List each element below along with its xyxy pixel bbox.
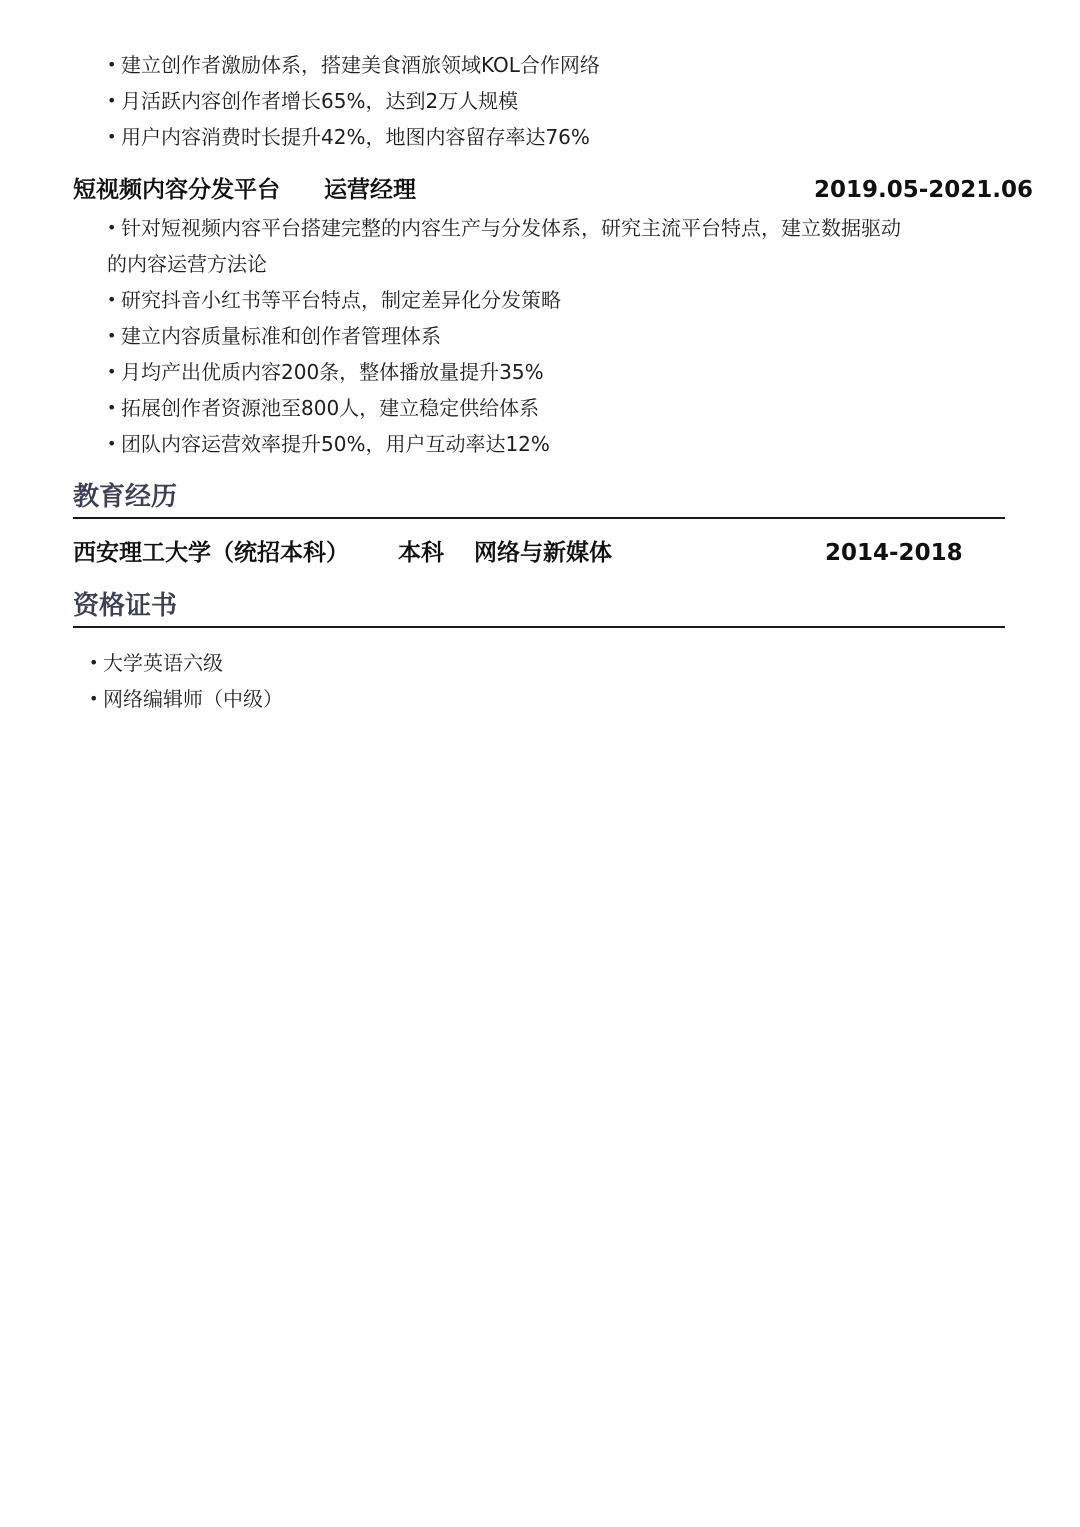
bullet-text: 月均产出优质内容200条，整体播放量提升35% [121, 360, 544, 384]
bullet-icon: • [107, 362, 117, 381]
bullet-text: 月活跃内容创作者增长65%，达到2万人规模 [121, 89, 519, 113]
list-item [107, 282, 901, 318]
edu-school: 西安理工大学（统招本科） [73, 540, 349, 566]
list-item [107, 354, 901, 390]
bullet-continuation: 的内容运营方法论 [107, 252, 267, 276]
bullet-icon: • [107, 91, 117, 110]
bullet-icon: • [107, 290, 117, 309]
bullet-text: 网络编辑师（中级） [103, 687, 283, 711]
bullet-text: 研究抖音小红书等平台特点，制定差异化分发策略 [121, 288, 561, 312]
list-item [107, 426, 901, 462]
bullet-icon: • [107, 127, 117, 146]
job-date: 2019.05-2021.06 [813, 177, 1033, 203]
edu-date: 2014-2018 [825, 540, 963, 566]
list-item [107, 47, 600, 83]
education-row [73, 535, 973, 571]
bullet-text: 建立创作者激励体系，搭建美食酒旅领域KOL合作网络 [121, 53, 600, 77]
job-header [73, 172, 1033, 208]
job-company: 短视频内容分发平台 [73, 177, 280, 203]
list-item [107, 210, 901, 246]
list-item [107, 318, 901, 354]
prev-job-bullets [107, 47, 600, 155]
bullet-text: 大学英语六级 [103, 651, 223, 675]
bullet-icon: • [107, 218, 117, 237]
certificates-section-title: 资格证书 [73, 586, 1005, 628]
list-item [107, 119, 600, 155]
edu-major: 网络与新媒体 [474, 540, 612, 566]
bullet-text: 拓展创作者资源池至800人，建立稳定供给体系 [121, 396, 540, 420]
bullet-icon: • [107, 55, 117, 74]
bullet-text: 针对短视频内容平台搭建完整的内容生产与分发体系，研究主流平台特点，建立数据驱动 [121, 216, 901, 240]
list-item [89, 681, 283, 717]
bullet-icon: • [107, 326, 117, 345]
bullet-text: 建立内容质量标准和创作者管理体系 [121, 324, 441, 348]
bullet-icon: • [89, 653, 99, 672]
list-item [107, 390, 901, 426]
certificates-list [89, 645, 283, 717]
bullet-icon: • [107, 434, 117, 453]
bullet-icon: • [107, 398, 117, 417]
edu-degree: 本科 [398, 540, 444, 566]
education-section-title: 教育经历 [73, 477, 1005, 519]
list-item-continuation [107, 246, 901, 282]
list-item [107, 83, 600, 119]
bullet-text: 团队内容运营效率提升50%，用户互动率达12% [121, 432, 550, 456]
list-item [89, 645, 283, 681]
job-role: 运营经理 [324, 177, 416, 203]
bullet-text: 用户内容消费时长提升42%，地图内容留存率达76% [121, 125, 590, 149]
bullet-icon: • [89, 689, 99, 708]
job-bullets [107, 210, 901, 462]
